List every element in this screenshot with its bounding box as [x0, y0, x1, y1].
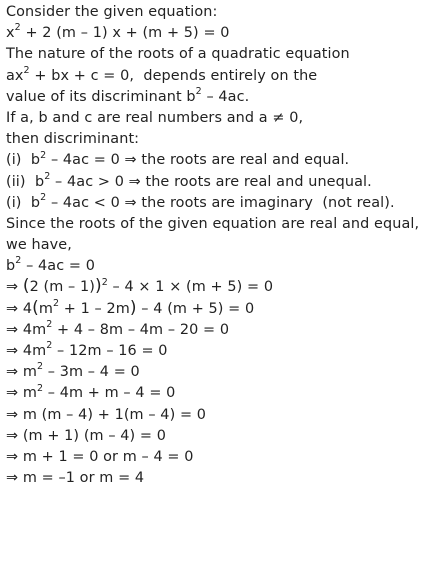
- step-8: ⇒ (m + 1) (m – 4) = 0: [6, 427, 167, 444]
- solution-text: [6, 2, 432, 489]
- theory-line-4: If a, b and c are real numbers and a ≠ 0,: [6, 109, 304, 126]
- final-answer: ⇒ m = –1 or m = 4: [6, 470, 145, 487]
- theory-line-1: The nature of the roots of a quadratic equation: [6, 46, 350, 63]
- case-unequal-roots: (ii) $b^2 - 4ac > 0$ ⇒ the roots are real and unequal.: [6, 170, 372, 190]
- theory-line-5: then discriminant:: [6, 131, 140, 148]
- intro-line: Consider the given equation:: [6, 4, 218, 20]
- theory-line-3: value of its discriminant $b^2 - 4ac$.: [6, 85, 250, 105]
- step-1: ⇒ (2 (m – 1))$^2$ – 4 × 1 × (m + 5) = 0: [6, 276, 274, 297]
- step-discriminant: $b^2 - 4ac = 0$: [6, 255, 95, 275]
- theory-line-2: $ax^2$ + bx + c = 0, depends entirely on the: [6, 64, 318, 84]
- step-2: ⇒ $4(m^2 + 1 - 2m) - 4$ (m + 5) = 0: [6, 297, 255, 318]
- step-9: ⇒ m + 1 = 0 or m – 4 = 0: [6, 448, 194, 465]
- reasoning-line-2: we have,: [6, 237, 72, 254]
- step-5: ⇒ $m^2 - 3m - 4 = 0$: [6, 361, 140, 381]
- step-3: ⇒ $4m^2 + 4 - 8m - 4m - 20 = 0$: [6, 319, 230, 338]
- step-4: ⇒ $4m^2 - 12m - 16 = 0$: [6, 340, 168, 359]
- case-equal-roots: (i) $b^2 - 4ac = 0$ ⇒ the roots are real and equal.: [6, 149, 350, 169]
- case-imaginary-roots: (i) $b^2 - 4ac < 0$ ⇒ the roots are imaginary (not real).: [6, 191, 395, 211]
- step-6: ⇒ $m^2 - 4m + m - 4 = 0$: [6, 382, 176, 402]
- step-7: ⇒ m (m – 4) + 1(m – 4) = 0: [6, 406, 207, 423]
- reasoning-line-1: Since the roots of the given equation are real and equal,: [6, 215, 420, 232]
- given-equation: $x^2 + 2$ (m – 1) x + (m + 5) = 0: [6, 22, 230, 42]
